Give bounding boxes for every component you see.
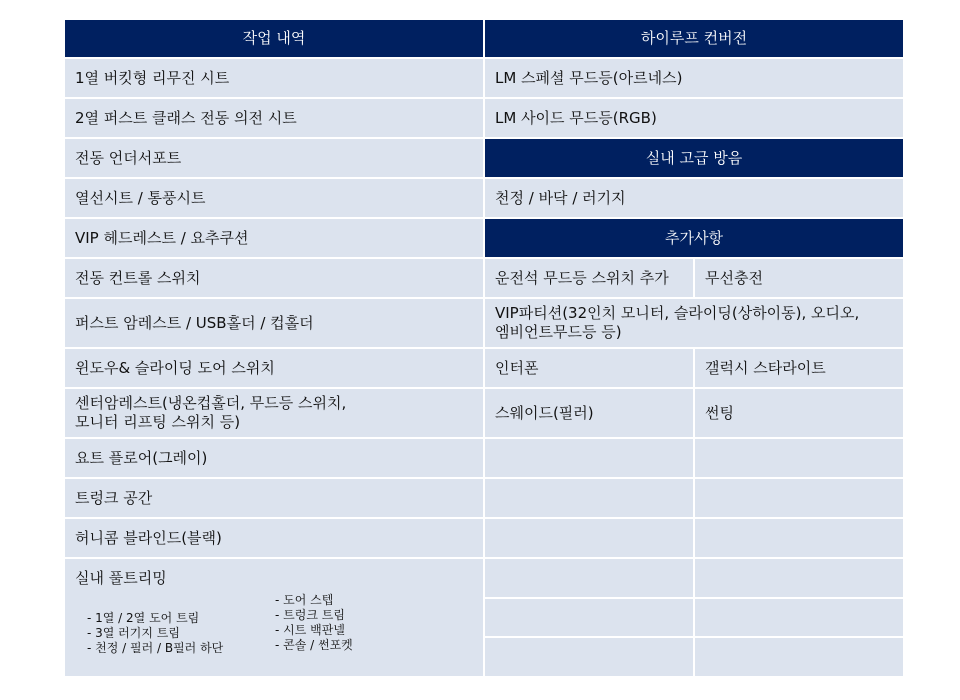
intercom-cell: 인터폰 [485,349,693,387]
lm-side-cell: LM 사이드 무드등(RGB) [485,99,903,137]
empty-cell [695,638,903,676]
empty-cell [695,479,903,517]
work-item-4: 열선시트 / 통풍시트 [65,179,483,217]
work-item-9: 센터암레스트(냉온컵홀더, 무드등 스위치, 모니터 리프팅 스위치 등) [65,389,483,437]
trim-title: 실내 풀트리밍 [75,569,167,587]
wireless-cell: 무선충전 [695,259,903,297]
empty-cell [485,599,693,636]
empty-cell [695,599,903,636]
empty-cell [485,638,693,676]
work-item-3: 전동 언더서포트 [65,139,483,177]
header-hilift: 하이루프 컨버전 [485,20,903,57]
empty-cell [485,559,693,597]
trim-sub-item: - 트렁크 트림 [275,608,345,622]
galaxy-cell: 갤럭시 스타라이트 [695,349,903,387]
lm-special-cell: LM 스페셜 무드등(아르네스) [485,59,903,97]
spec-table [65,20,903,676]
empty-cell [485,439,693,477]
empty-cell [695,519,903,557]
work-item-10: 요트 플로어(그레이) [65,439,483,477]
work-item-11: 트렁크 공간 [65,479,483,517]
empty-cell [485,519,693,557]
tinting-cell: 썬팅 [695,389,903,437]
header-sound: 실내 고급 방음 [485,139,903,177]
driver-switch-cell: 운전석 무드등 스위치 추가 [485,259,693,297]
trim-sub-item: - 천정 / 필러 / B필러 하단 [87,641,224,655]
empty-cell [695,439,903,477]
empty-cell [485,479,693,517]
header-work: 작업 내역 [65,20,483,57]
work-item-2: 2열 퍼스트 클래스 전동 의전 시트 [65,99,483,137]
trim-sub-item: - 시트 백판넬 [275,623,345,637]
vip-partition-cell: VIP파티션(32인치 모니터, 슬라이딩(상하이동), 오디오, 엠비언트무드등 등) [485,299,903,347]
ceiling-cell: 천정 / 바닥 / 러기지 [485,179,903,217]
work-item-5: VIP 헤드레스트 / 요추쿠션 [65,219,483,257]
trim-sub-right [275,593,353,653]
work-item-12: 허니콤 블라인드(블랙) [65,519,483,557]
trim-sub-item: - 3열 러기지 트림 [87,626,180,640]
suede-cell: 스웨이드(필러) [485,389,693,437]
work-item-7: 퍼스트 암레스트 / USB홀더 / 컵홀더 [65,299,483,347]
work-item-1: 1열 버킷형 리무진 시트 [65,59,483,97]
header-extra: 추가사항 [485,219,903,257]
trim-sub-item: - 도어 스텝 [275,593,334,607]
trim-sub-item: - 1열 / 2열 도어 트림 [87,611,200,625]
work-item-6: 전동 컨트롤 스위치 [65,259,483,297]
work-item-8: 윈도우& 슬라이딩 도어 스위치 [65,349,483,387]
trim-sub-left [87,611,223,656]
empty-cell [695,559,903,597]
trim-sub-item: - 콘솔 / 썬포켓 [275,638,353,652]
